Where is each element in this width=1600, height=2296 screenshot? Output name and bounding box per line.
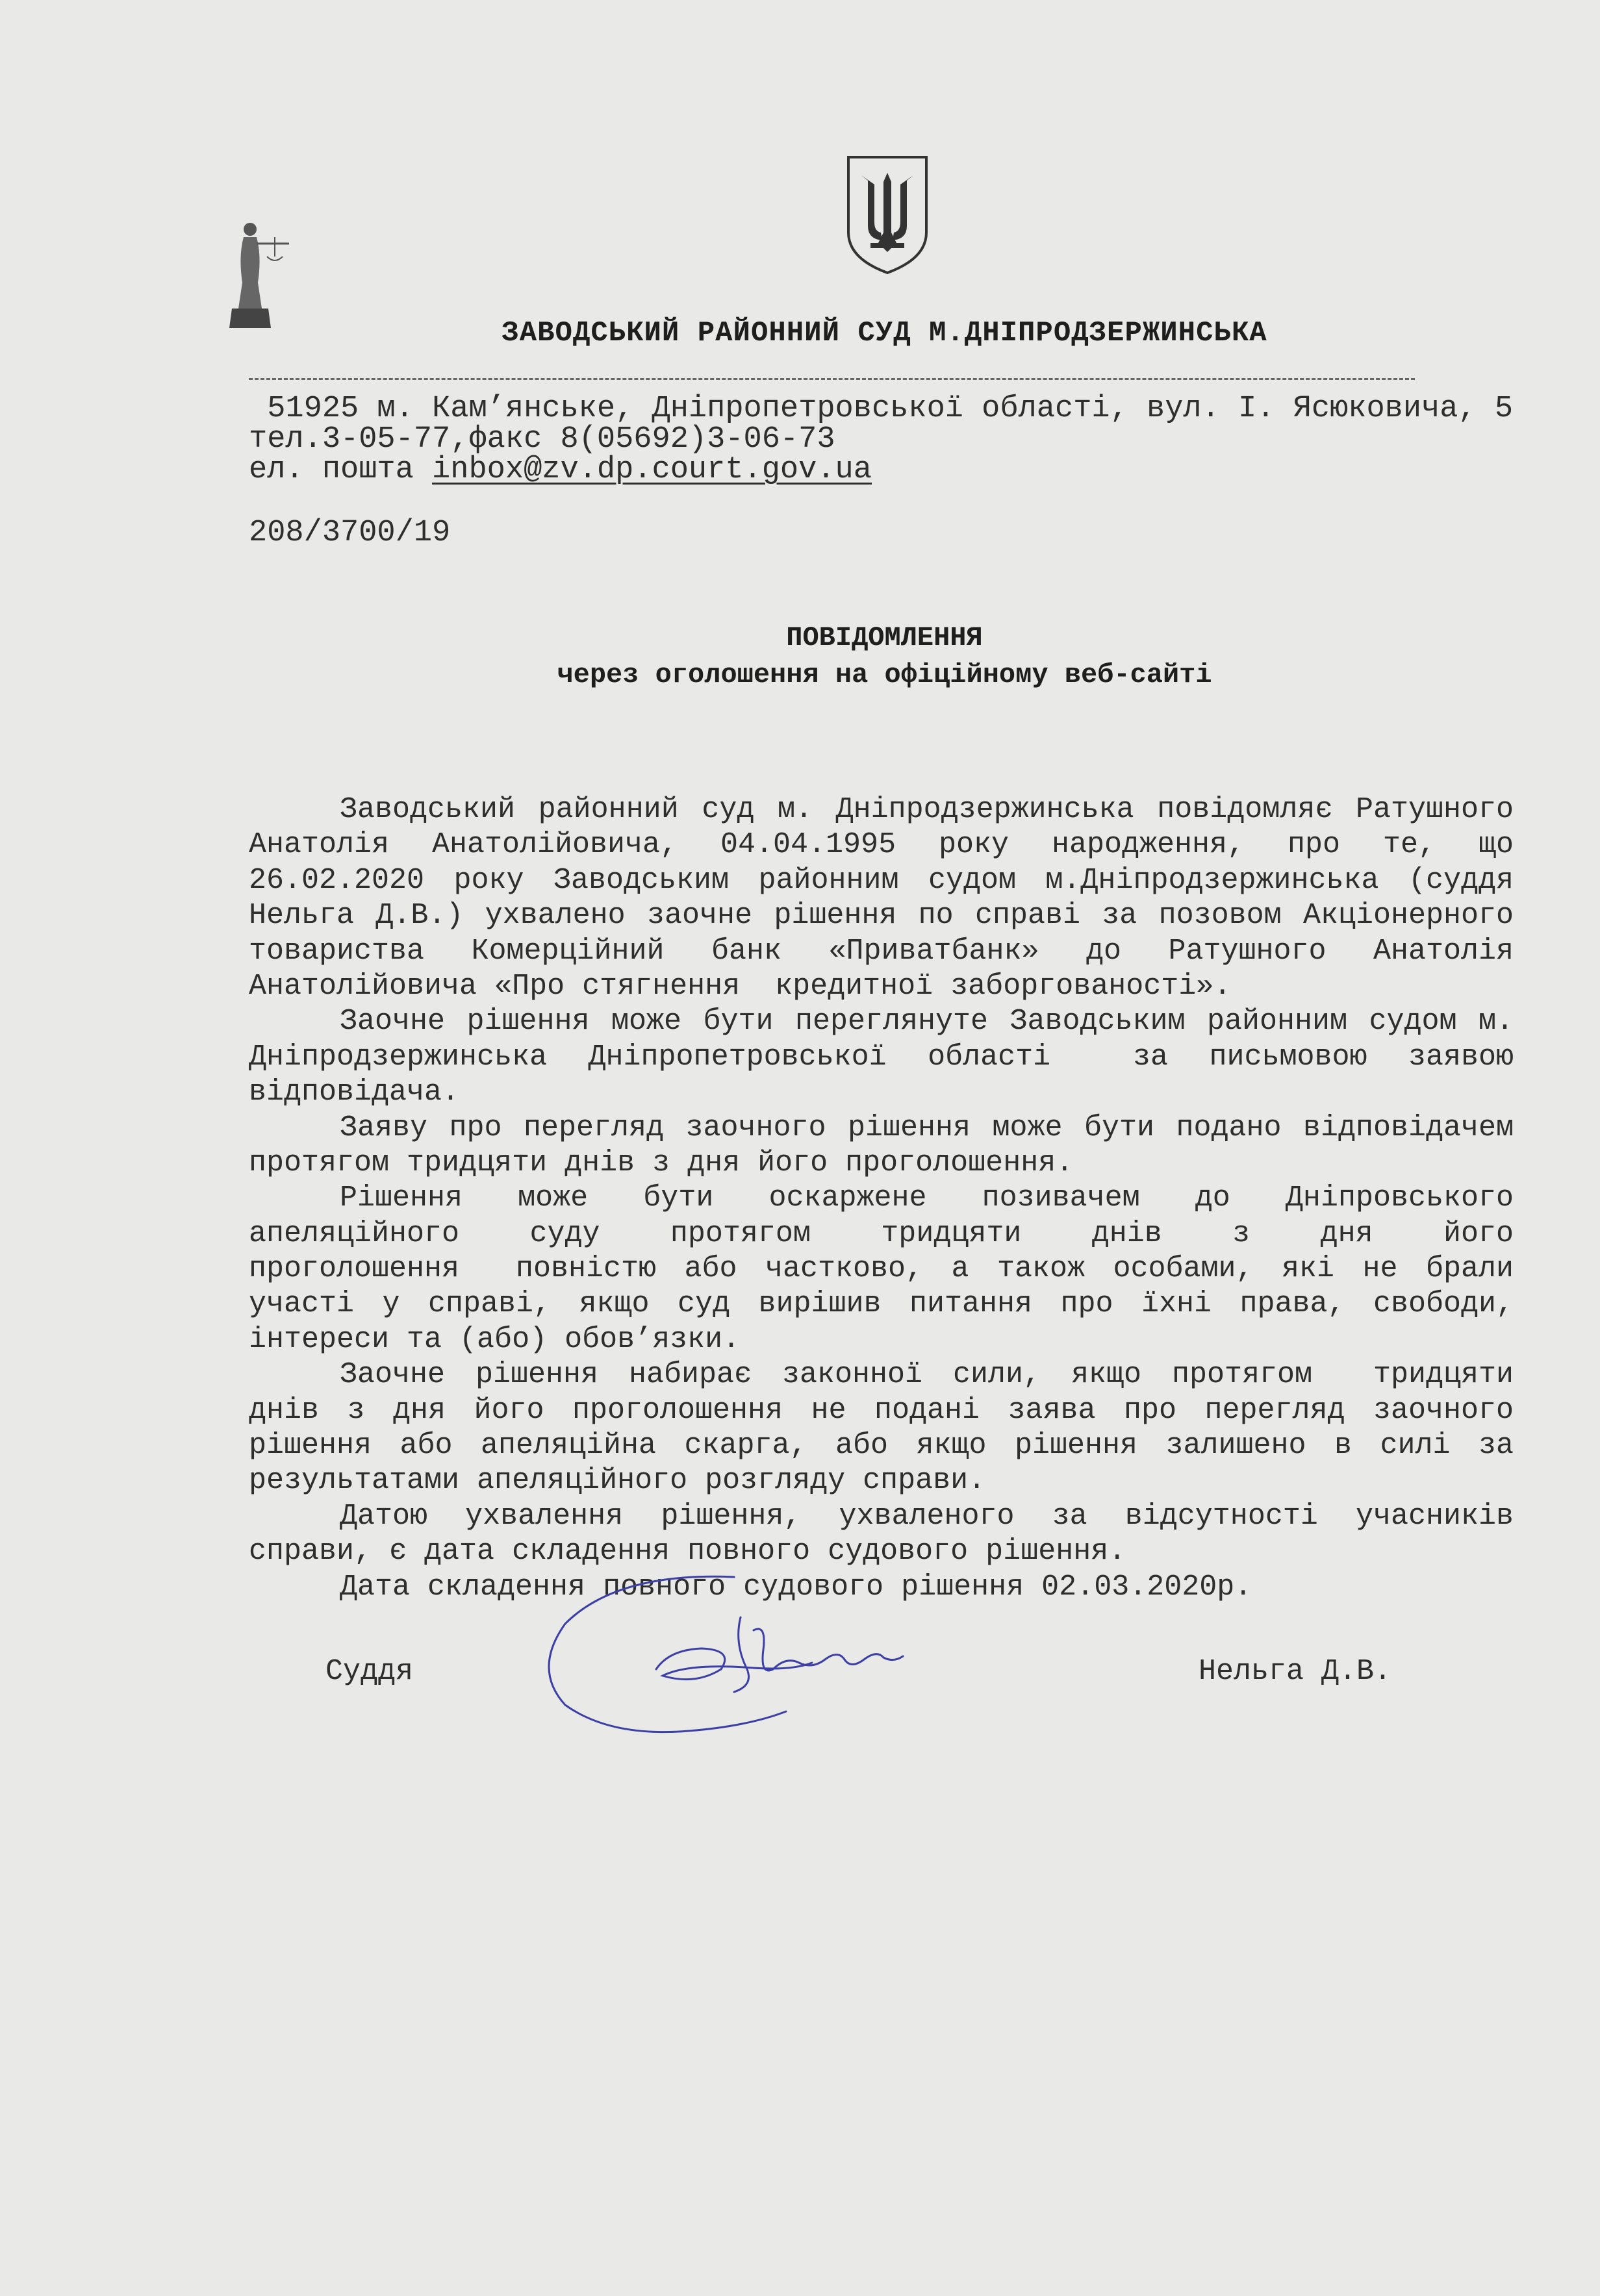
paragraph-line: Датою ухвалення рішення, ухваленого за відсутності учасників xyxy=(340,1499,1514,1533)
paragraph xyxy=(249,1499,1514,1570)
paragraph-line: 26.02.2020 року Заводським районним судом м.Дніпродзержинська (суддя xyxy=(249,863,1514,897)
themis-statue-icon xyxy=(224,218,296,331)
paragraph-line: товариства Комерційний банк «Приватбанк» до Ратушного Анатолія xyxy=(249,934,1514,968)
paragraph-line: результатами апеляційного розгляду справи. xyxy=(249,1464,986,1498)
notice-body xyxy=(249,792,1514,1605)
paragraph-line: Заяву про перегляд заочного рішення може бути подано відповідачем xyxy=(340,1111,1514,1144)
court-name-heading: ЗАВОДСЬКИЙ РАЙОННИЙ СУД М.ДНІПРОДЗЕРЖИНСЬКА xyxy=(502,317,1267,349)
paragraph-line: апеляційного суду протягом тридцяти днів з дня його xyxy=(249,1217,1514,1250)
email-label: ел. пошта xyxy=(249,453,433,487)
paragraph-line: Заочне рішення може бути переглянуте Заводським районним судом м. xyxy=(340,1005,1514,1039)
paragraph-line: Анатолія Анатолійовича, 04.04.1995 року народження, про те, що xyxy=(249,828,1514,862)
paragraph-line: днів з дня його проголошення не подані заява про перегляд заочного xyxy=(249,1393,1514,1427)
paragraph-line: Заводський районний суд м. Дніпродзержинська повідомляє Ратушного xyxy=(340,793,1514,826)
paragraph-line: протягом тридцяти днів з дня його проголошення. xyxy=(249,1146,1074,1180)
paragraph xyxy=(249,1111,1514,1181)
email-link[interactable]: inbox@zv.dp.court.gov.ua xyxy=(432,453,872,487)
paragraph xyxy=(249,1181,1514,1357)
judge-name: Нельга Д.В. xyxy=(1199,1655,1392,1688)
judge-label: Суддя xyxy=(325,1655,414,1688)
handwritten-signature xyxy=(539,1572,916,1741)
court-email-line xyxy=(249,453,872,488)
paragraph-line: Рішення може бути оскаржене позивачем до Дніпровського xyxy=(340,1181,1514,1215)
paragraph-line: відповідача. xyxy=(249,1076,460,1109)
paragraph-line: Дата складення повного судового рішення 02.03.2020р. xyxy=(340,1570,1252,1604)
paragraph xyxy=(249,1004,1514,1110)
paragraph-line: Анатолійовича «Про стягнення кредитної заборгованості». xyxy=(249,969,1232,1003)
paragraph xyxy=(249,792,1514,1004)
paragraph-line: справи, є дата складення повного судового рішення. xyxy=(249,1535,1126,1569)
paragraph-line: Заочне рішення набирає законної сили, якщо протягом тридцяти xyxy=(340,1358,1514,1392)
header-divider xyxy=(249,378,1415,380)
court-address: 51925 м. Кам’янське, Дніпропетровської області, вул. І. Ясюковича, 5 xyxy=(249,392,1514,426)
paragraph-line: Нельга Д.В.) ухвалено заочне рішення по справі за позовом Акціонерного xyxy=(249,899,1514,933)
paragraph xyxy=(249,1357,1514,1499)
paragraph-line: рішення або апеляційна скарга, або якщо рішення залишено в силі за xyxy=(249,1429,1514,1463)
paragraph-line: Дніпродзержинська Дніпропетровської області за письмовою заявою xyxy=(249,1040,1514,1074)
paragraph-line: участі у справі, якщо суд вирішив питання про їхні права, свободи, xyxy=(249,1287,1514,1321)
case-number: 208/3700/19 xyxy=(249,516,451,550)
notice-title: ПОВІДОМЛЕННЯ xyxy=(786,622,983,653)
notice-subtitle: через оголошення на офіційному веб-сайті xyxy=(557,659,1212,690)
paragraph-line: проголошення повністю або частково, а також особами, які не брали xyxy=(249,1252,1514,1286)
court-phone-fax: тел.3-05-77,факс 8(05692)3-06-73 xyxy=(249,422,835,457)
paragraph-line: інтереси та (або) обов’язки. xyxy=(249,1322,741,1356)
coat-of-arms-trident-icon xyxy=(844,155,930,275)
